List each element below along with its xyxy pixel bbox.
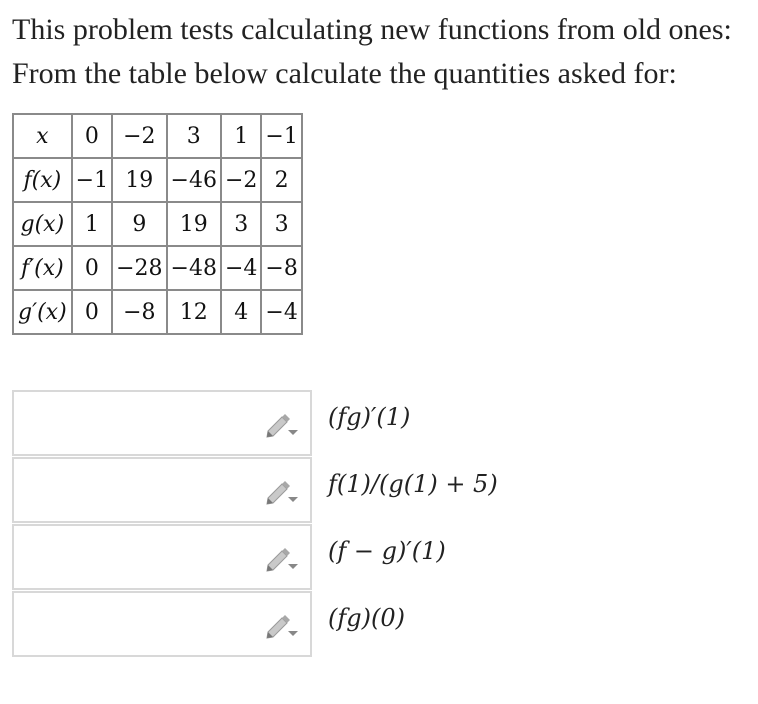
table-cell: 1 <box>221 114 261 158</box>
table-cell: −2 <box>221 158 261 202</box>
table-row-f <box>13 158 302 202</box>
table-row-x <box>13 114 302 158</box>
answer-box[interactable] <box>12 524 312 590</box>
answer-input-2[interactable] <box>18 463 262 517</box>
pencil-icon[interactable] <box>264 412 300 438</box>
table-cell: 19 <box>167 202 221 246</box>
answer-label: (fg)′(1) <box>328 403 411 431</box>
table-cell: −8 <box>112 290 166 334</box>
table-cell: 9 <box>112 202 166 246</box>
table-cell: −4 <box>261 290 301 334</box>
answer-label: (fg)(0) <box>328 604 405 632</box>
table-cell: 4 <box>221 290 261 334</box>
answer-input-3[interactable] <box>18 530 262 584</box>
intro-line-2: From the table below calculate the quantities asked for: <box>12 57 677 90</box>
table-cell: −4 <box>221 246 261 290</box>
table-cell: 19 <box>112 158 166 202</box>
table-row-f-prime <box>13 246 302 290</box>
pencil-icon[interactable] <box>264 546 300 572</box>
table-cell: 0 <box>72 246 112 290</box>
table-cell: 1 <box>72 202 112 246</box>
row-header-f: f(x) <box>13 158 72 202</box>
answer-label: f(1)/(g(1) + 5) <box>328 470 498 498</box>
table-cell: −28 <box>112 246 166 290</box>
answer-input-4[interactable] <box>18 597 262 651</box>
answer-input-1[interactable] <box>18 396 262 450</box>
table-cell: −2 <box>112 114 166 158</box>
answer-box[interactable] <box>12 390 312 456</box>
table-row-g <box>13 202 302 246</box>
pencil-icon[interactable] <box>264 613 300 639</box>
problem-intro <box>12 8 752 96</box>
table-row-g-prime <box>13 290 302 334</box>
row-header-g-prime: g′(x) <box>13 290 72 334</box>
answer-box[interactable] <box>12 591 312 657</box>
row-header-g: g(x) <box>13 202 72 246</box>
row-header-f-prime: f′(x) <box>13 246 72 290</box>
table-cell: −48 <box>167 246 221 290</box>
row-header-x: x <box>13 114 72 158</box>
table-cell: −1 <box>261 114 301 158</box>
intro-line-1: This problem tests calculating new functions from old ones: <box>12 13 732 46</box>
table-cell: −46 <box>167 158 221 202</box>
function-values-table <box>12 113 303 335</box>
table-cell: −1 <box>72 158 112 202</box>
table-cell: 0 <box>72 290 112 334</box>
answer-box[interactable] <box>12 457 312 523</box>
table-cell: 3 <box>261 202 301 246</box>
table-cell: 3 <box>167 114 221 158</box>
table-cell: 3 <box>221 202 261 246</box>
answer-label: (f − g)′(1) <box>328 537 446 565</box>
table-cell: −8 <box>261 246 301 290</box>
pencil-icon[interactable] <box>264 479 300 505</box>
table-cell: 2 <box>261 158 301 202</box>
table-cell: 12 <box>167 290 221 334</box>
table-cell: 0 <box>72 114 112 158</box>
